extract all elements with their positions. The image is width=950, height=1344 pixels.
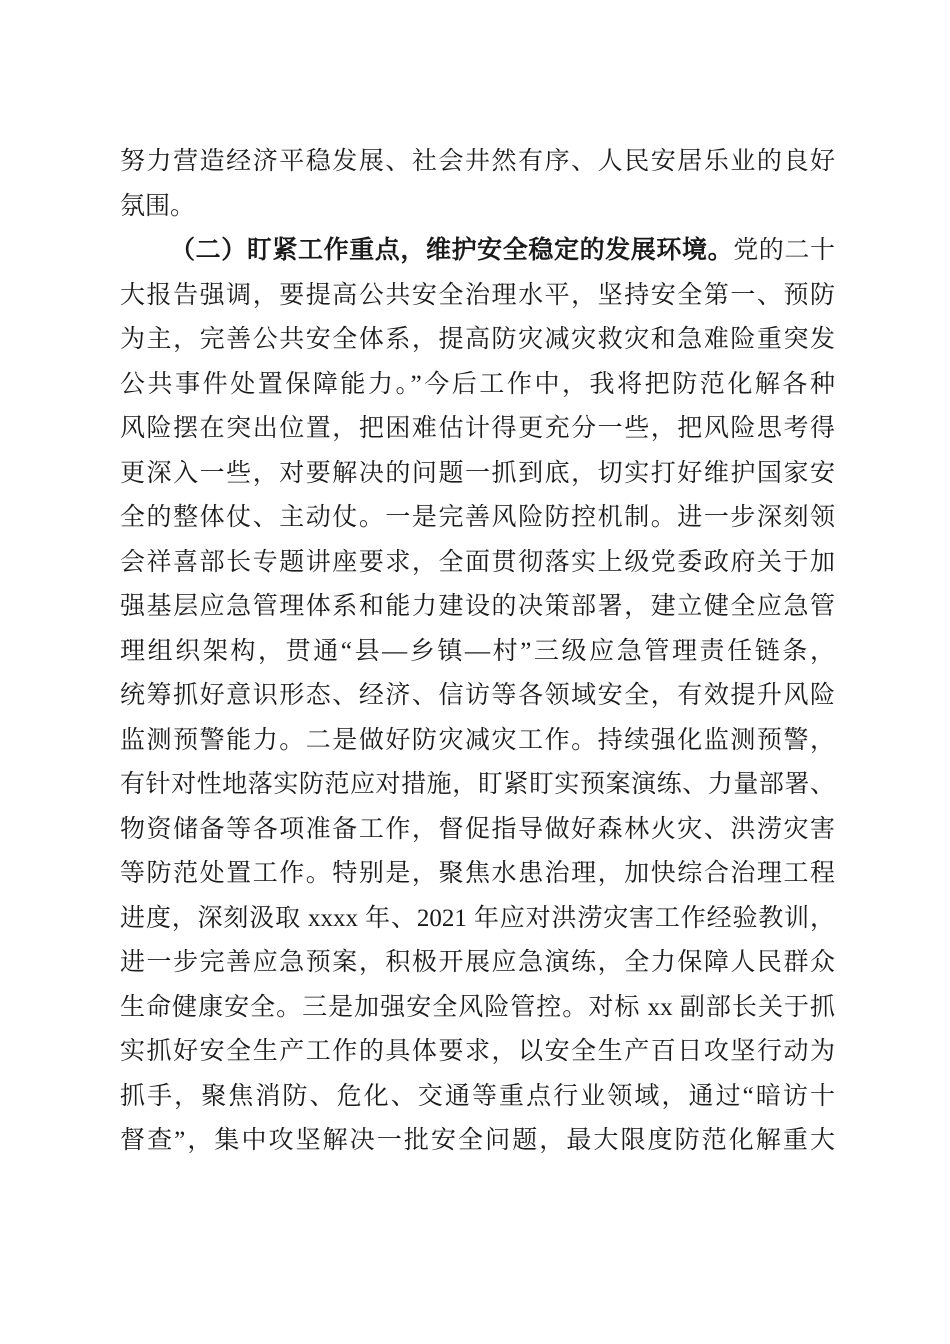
text-line: [120, 674, 835, 719]
body-text: 努力营造经济平稳发展、社会井然有序、人民安居乐业的良好: [120, 148, 835, 175]
text-line: [120, 808, 835, 853]
text-line: [120, 941, 835, 986]
body-text: 更深入一些，对要解决的问题一抓到底，切实打好维护国家安: [120, 459, 835, 487]
body-text: 实抓好安全生产工作的具体要求，以安全生产百日攻坚行动为: [120, 1038, 835, 1065]
text-line: [120, 1030, 835, 1075]
body-text: 理组织架构，贯通“县—乡镇—村”三级应急管理责任链条，: [120, 637, 835, 665]
body-text: 监测预警能力。二是做好防灾减灾工作。持续强化监测预警，: [120, 726, 835, 754]
body-text: 强基层应急管理体系和能力建设的决策部署，建立健全应急管: [120, 593, 835, 620]
text-line: [120, 363, 835, 408]
text-line: [120, 630, 835, 675]
text-line: [120, 140, 835, 185]
body-text: 公共事件处置保障能力。”今后工作中，我将把防范化解各种: [120, 370, 835, 398]
text-line: [120, 897, 835, 942]
text-line: [120, 852, 835, 897]
text-line: [120, 541, 835, 586]
text-line: [120, 585, 835, 630]
body-text: 进度，深刻汲取 xxxx 年、2021 年应对洪涝灾害工作经验教训，: [120, 904, 835, 932]
body-text: 为主，完善公共安全体系，提高防灾减灾救灾和急难险重突发: [120, 326, 835, 353]
body-text: 风险摆在突出位置，把困难估计得更充分一些，把风险思考得: [120, 415, 835, 442]
document-text-block: [120, 140, 835, 1164]
body-text: 生命健康安全。三是加强安全风险管控。对标 xx 副部长关于抓: [120, 993, 835, 1021]
body-text: 督查”，集中攻坚解决一批安全问题，最大限度防范化解重大: [120, 1127, 835, 1154]
body-text: 会祥喜部长专题讲座要求，全面贯彻落实上级党委政府关于加: [120, 548, 835, 576]
text-line: [120, 496, 835, 541]
text-line: [120, 1075, 835, 1120]
body-text: 有针对性地落实防范应对措施，盯紧盯实预案演练、力量部署、: [120, 771, 835, 798]
body-text: 物资储备等各项准备工作，督促指导做好森林火灾、洪涝灾害: [120, 815, 835, 843]
body-text: 氛围。: [120, 192, 196, 220]
body-text: 全的整体仗、主动仗。一是完善风险防控机制。进一步深刻领: [120, 504, 835, 531]
text-line: [120, 274, 835, 319]
section-heading-text: （二）盯紧工作重点，维护安全稳定的发展环境。: [170, 237, 734, 264]
text-line: [120, 1119, 835, 1164]
text-line: [120, 318, 835, 363]
body-text: 进一步完善应急预案，积极开展应急演练，全力保障人民群众: [120, 949, 835, 976]
body-text: 大报告强调，要提高公共安全治理水平，坚持安全第一、预防: [120, 281, 835, 309]
text-line: [120, 185, 835, 230]
text-line: [120, 719, 835, 764]
body-text: 党的二十: [733, 237, 835, 264]
body-text: 等防范处置工作。特别是，聚焦水患治理，加快综合治理工程: [120, 860, 835, 887]
text-line: [120, 229, 835, 274]
body-text: 统筹抓好意识形态、经济、信访等各领域安全，有效提升风险: [120, 682, 835, 709]
text-line: [120, 407, 835, 452]
text-line: [120, 986, 835, 1031]
body-text: 抓手，聚焦消防、危化、交通等重点行业领域，通过“暗访十: [120, 1082, 835, 1110]
text-line: [120, 452, 835, 497]
text-line: [120, 763, 835, 808]
